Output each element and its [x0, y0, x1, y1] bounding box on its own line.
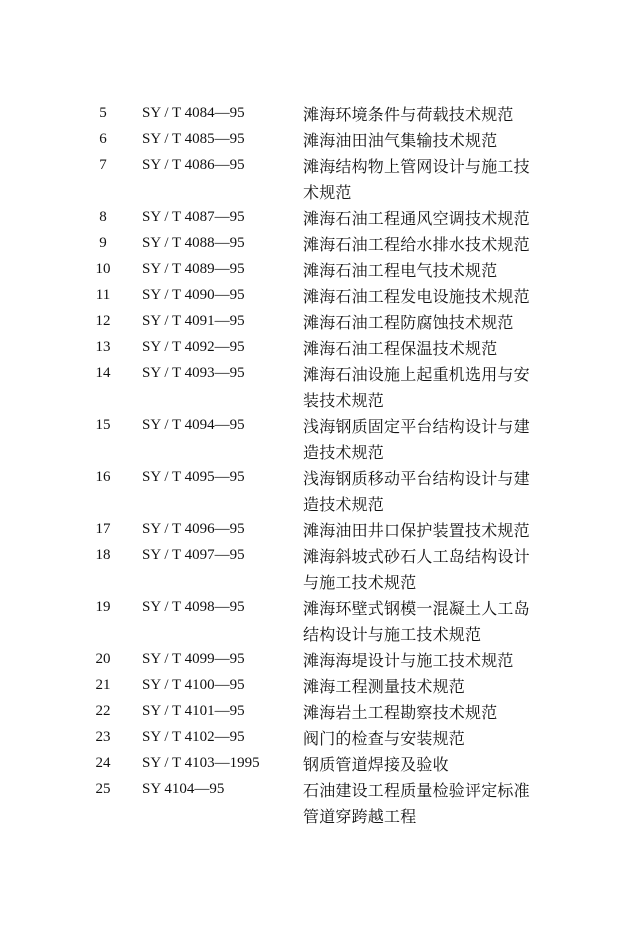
standard-title-line: 滩海环壁式钢模一混凝土人工岛: [303, 599, 530, 618]
standard-code: SY / T 4100—95: [142, 677, 245, 693]
standard-title-line: 滩海环境条件与荷载技术规范: [303, 105, 514, 124]
list-item: [0, 308, 632, 334]
standard-title-line: 滩海工程测量技术规范: [303, 677, 466, 696]
list-item: [0, 100, 632, 126]
item-number: 14: [95, 365, 111, 381]
standard-title-line: 钢质管道焊接及验收: [303, 755, 449, 774]
standard-title-line: 滩海石油工程发电设施技术规范: [303, 287, 530, 306]
item-number: 9: [99, 235, 107, 251]
standard-title-line: 滩海结构物上管网设计与施工技: [303, 157, 530, 176]
standard-title-line: 滩海石油工程给水排水技术规范: [303, 235, 530, 254]
standard-title: [303, 154, 551, 206]
standard-title-line: 术规范: [303, 183, 352, 202]
standard-title: [303, 518, 551, 544]
item-number: 11: [95, 287, 111, 303]
standard-title: [303, 414, 551, 466]
standard-code: SY / T 4088—95: [142, 235, 245, 251]
standard-title: [303, 674, 551, 700]
standard-code: SY / T 4087—95: [142, 209, 245, 225]
list-item: [0, 152, 632, 204]
list-item: [0, 256, 632, 282]
list-item: [0, 750, 632, 776]
list-item: [0, 542, 632, 594]
standard-title: [303, 726, 551, 752]
standard-code: SY / T 4095—95: [142, 469, 245, 485]
standard-code: SY / T 4103—1995: [142, 755, 260, 771]
standard-code: SY / T 4092—95: [142, 339, 245, 355]
item-number: 18: [95, 547, 111, 563]
standard-title: [303, 778, 551, 830]
standard-title: [303, 336, 551, 362]
standard-title: [303, 362, 551, 414]
list-item: [0, 724, 632, 750]
list-item: [0, 360, 632, 412]
standard-code: SY 4104—95: [142, 781, 225, 797]
standard-title-line: 造技术规范: [303, 495, 385, 514]
item-number: 19: [95, 599, 111, 615]
standard-code: SY / T 4097—95: [142, 547, 245, 563]
item-number: 25: [95, 781, 111, 797]
item-number: 21: [95, 677, 111, 693]
standard-title: [303, 258, 551, 284]
standard-title-line: 结构设计与施工技术规范: [303, 625, 482, 644]
item-number: 7: [99, 157, 107, 173]
standard-code: SY / T 4084—95: [142, 105, 245, 121]
standard-code: SY / T 4086—95: [142, 157, 245, 173]
standard-code: SY / T 4098—95: [142, 599, 245, 615]
list-item: [0, 698, 632, 724]
standards-list: [0, 100, 632, 828]
standard-title-line: 滩海石油工程保温技术规范: [303, 339, 498, 358]
standard-title-line: 滩海海堤设计与施工技术规范: [303, 651, 514, 670]
standard-title: [303, 284, 551, 310]
standard-title: [303, 102, 551, 128]
item-number: 15: [95, 417, 111, 433]
standard-title: [303, 206, 551, 232]
item-number: 20: [95, 651, 111, 667]
list-item: [0, 334, 632, 360]
standard-title-line: 滩海石油设施上起重机选用与安: [303, 365, 530, 384]
standard-title-line: 装技术规范: [303, 391, 385, 410]
standard-title-line: 滩海油田油气集输技术规范: [303, 131, 498, 150]
standard-title: [303, 232, 551, 258]
standard-title: [303, 128, 551, 154]
standard-code: SY / T 4094—95: [142, 417, 245, 433]
list-item: [0, 516, 632, 542]
item-number: 5: [99, 105, 107, 121]
list-item: [0, 594, 632, 646]
standard-code: SY / T 4101—95: [142, 703, 245, 719]
standard-title: [303, 752, 551, 778]
standard-title-line: 与施工技术规范: [303, 573, 417, 592]
standard-title-line: 管道穿跨越工程: [303, 807, 417, 826]
list-item: [0, 412, 632, 464]
item-number: 22: [95, 703, 111, 719]
standard-title: [303, 700, 551, 726]
standard-title-line: 滩海石油工程电气技术规范: [303, 261, 498, 280]
standard-title-line: 滩海斜坡式砂石人工岛结构设计: [303, 547, 530, 566]
list-item: [0, 776, 632, 828]
standard-title-line: 阀门的检查与安装规范: [303, 729, 466, 748]
item-number: 6: [99, 131, 107, 147]
standard-title-line: 浅海钢质固定平台结构设计与建: [303, 417, 530, 436]
standard-title-line: 滩海油田井口保护装置技术规范: [303, 521, 530, 540]
item-number: 10: [95, 261, 111, 277]
item-number: 24: [95, 755, 111, 771]
standard-code: SY / T 4089—95: [142, 261, 245, 277]
standard-title-line: 造技术规范: [303, 443, 385, 462]
item-number: 16: [95, 469, 111, 485]
item-number: 8: [99, 209, 107, 225]
standard-title: [303, 596, 551, 648]
list-item: [0, 672, 632, 698]
standard-title: [303, 648, 551, 674]
standard-code: SY / T 4096—95: [142, 521, 245, 537]
standard-title: [303, 310, 551, 336]
standard-code: SY / T 4090—95: [142, 287, 245, 303]
standard-code: SY / T 4102—95: [142, 729, 245, 745]
list-item: [0, 282, 632, 308]
standard-title-line: 石油建设工程质量检验评定标准: [303, 781, 530, 800]
item-number: 13: [95, 339, 111, 355]
item-number: 12: [95, 313, 111, 329]
standard-code: SY / T 4091—95: [142, 313, 245, 329]
standard-title-line: 滩海岩土工程勘察技术规范: [303, 703, 498, 722]
standard-title: [303, 544, 551, 596]
standard-code: SY / T 4099—95: [142, 651, 245, 667]
standard-title: [303, 466, 551, 518]
standard-title-line: 滩海石油工程防腐蚀技术规范: [303, 313, 514, 332]
list-item: [0, 126, 632, 152]
standard-title-line: 浅海钢质移动平台结构设计与建: [303, 469, 530, 488]
standard-code: SY / T 4093—95: [142, 365, 245, 381]
standard-code: SY / T 4085—95: [142, 131, 245, 147]
item-number: 23: [95, 729, 111, 745]
standard-title-line: 滩海石油工程通风空调技术规范: [303, 209, 530, 228]
item-number: 17: [95, 521, 111, 537]
list-item: [0, 464, 632, 516]
list-item: [0, 204, 632, 230]
list-item: [0, 230, 632, 256]
list-item: [0, 646, 632, 672]
